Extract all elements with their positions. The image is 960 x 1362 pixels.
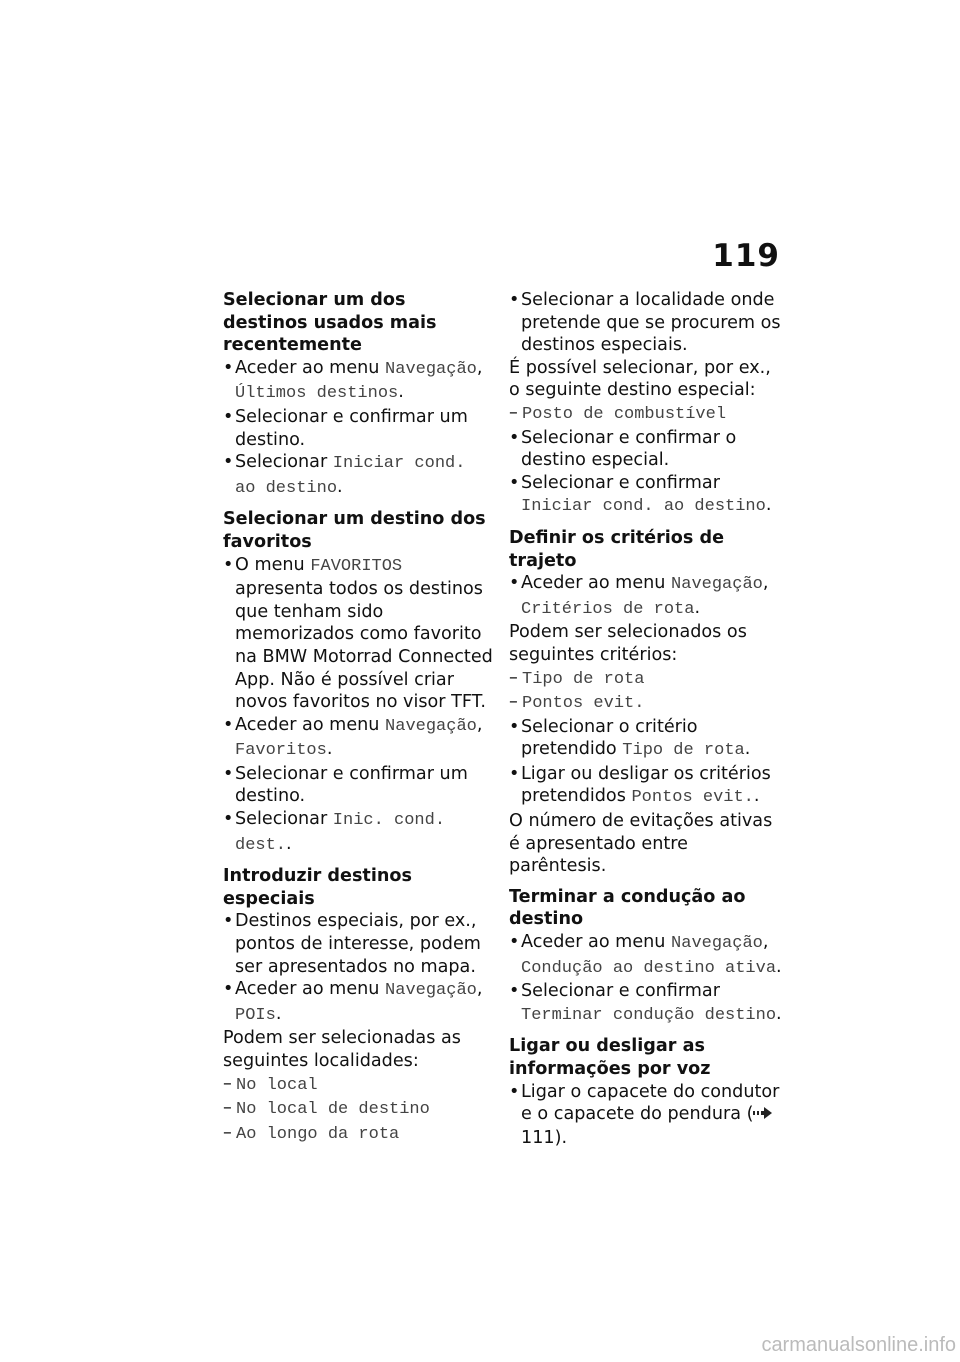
menu-path-navigation: Navegação bbox=[671, 934, 763, 954]
special-destinations-confirm-list bbox=[509, 427, 784, 519]
menu-path-favorites-upper: FAVORITOS bbox=[310, 556, 403, 576]
list-item: • Destinos especiais, por ex., pontos de interesse, podem ser apresentados no mapa. bbox=[223, 910, 493, 978]
paragraph: Podem ser selecionadas as seguintes localidades: bbox=[223, 1028, 461, 1071]
list-item: – Ao longo da rota bbox=[223, 1122, 493, 1147]
section-title-route-criteria: Definir os critérios de trajeto bbox=[509, 527, 725, 571]
favorites-list bbox=[223, 554, 493, 858]
menu-path-guidance-active: Condução ao destino ativa bbox=[521, 958, 777, 978]
list-item: • Selecionar a localidade onde pretende que se procurem os destinos especiais. bbox=[509, 289, 784, 357]
list-item: • O menu FAVORITOS apresenta todos os destinos que tenham sido memorizados como favorito na BMW Motorrad Connected App. Não é possível criar novos favoritos no visor TFT. bbox=[223, 554, 493, 714]
watermark: carmanualsonline.info bbox=[761, 1334, 956, 1356]
special-destinations-list bbox=[223, 910, 493, 1027]
menu-path-route-criteria: Critérios de rota bbox=[521, 599, 695, 619]
section-title-favorites: Selecionar um destino dos favoritos bbox=[223, 509, 486, 552]
page-reference[interactable]: 111 bbox=[521, 1127, 555, 1148]
page-reference-arrow-icon bbox=[753, 1104, 773, 1127]
paragraph: O número de evitações ativas é apresentado entre parêntesis. bbox=[509, 811, 773, 877]
list-item: • Ligar ou desligar os critérios pretendidos Pontos evit.. bbox=[509, 763, 784, 810]
section-title-special-destinations: Introduzir destinos especiais bbox=[223, 866, 412, 909]
section-title-voice-info: Ligar ou desligar as informações por voz bbox=[509, 1036, 711, 1079]
menu-path-favorites: Favoritos bbox=[235, 741, 327, 761]
criteria-options-list bbox=[509, 667, 784, 716]
special-destinations-steps bbox=[509, 289, 784, 357]
left-column bbox=[223, 289, 493, 1146]
menu-path-route-type: Tipo de rota bbox=[622, 741, 745, 761]
page-number: 119 bbox=[712, 238, 780, 274]
list-item: • Selecionar e confirmar Terminar condução destino. bbox=[509, 980, 784, 1027]
route-criteria-list bbox=[509, 572, 784, 621]
list-item: • Selecionar e confirmar Iniciar cond. ao destino. bbox=[509, 472, 784, 519]
menu-path-navigation: Navegação bbox=[385, 981, 477, 1001]
menu-path-navigation: Navegação bbox=[385, 716, 477, 736]
locality-options-list bbox=[223, 1073, 493, 1147]
menu-path-pois: POIs bbox=[235, 1005, 276, 1025]
list-item: • Selecionar o critério pretendido Tipo de rota. bbox=[509, 716, 784, 763]
list-item: – Tipo de rota bbox=[509, 667, 784, 692]
menu-path-navigation: Navegação bbox=[671, 575, 763, 595]
list-item: – No local de destino bbox=[223, 1097, 493, 1122]
end-guidance-list bbox=[509, 931, 784, 1027]
list-item: – Pontos evit. bbox=[509, 691, 784, 716]
criteria-steps-list bbox=[509, 716, 784, 810]
menu-path-end-guidance: Terminar condução destino bbox=[521, 1005, 777, 1025]
menu-path-recent-destinations: Últimos destinos bbox=[235, 384, 399, 404]
section-title-end-guidance: Terminar a condução ao destino bbox=[509, 886, 746, 930]
special-destination-example-list bbox=[509, 402, 784, 427]
list-item: • Aceder ao menu Navegação, POIs. bbox=[223, 978, 493, 1027]
section-title-recent-destinations: Selecionar um dos destinos usados mais recentemente bbox=[223, 290, 437, 356]
paragraph: É possível selecionar, por ex., o seguinte destino especial: bbox=[509, 357, 771, 401]
menu-path-start-guidance-short: Inic. cond. dest. bbox=[235, 811, 446, 855]
menu-path-start-guidance: Iniciar cond. ao destino bbox=[521, 497, 766, 517]
list-item: • Selecionar e confirmar um destino. bbox=[223, 406, 493, 451]
list-item: – Posto de combustível bbox=[509, 402, 784, 427]
list-item: • Aceder ao menu Navegação, Critérios de rota. bbox=[509, 572, 784, 621]
recent-destinations-list bbox=[223, 357, 493, 501]
list-item: • Selecionar e confirmar o destino especial. bbox=[509, 427, 784, 472]
list-item: • Ligar o capacete do condutor e o capacete do pendura ( 111). bbox=[509, 1081, 784, 1150]
paragraph: Podem ser selecionados os seguintes critérios: bbox=[509, 622, 747, 665]
list-item: • Selecionar Iniciar cond. ao destino. bbox=[223, 451, 493, 500]
right-column bbox=[509, 289, 784, 1149]
voice-info-list bbox=[509, 1081, 784, 1150]
list-item: • Selecionar Inic. cond. dest.. bbox=[223, 808, 493, 857]
list-item: • Aceder ao menu Navegação, Últimos destinos. bbox=[223, 357, 493, 406]
menu-path-avoidances: Pontos evit. bbox=[631, 788, 754, 808]
menu-path-start-guidance: Iniciar cond. ao destino bbox=[235, 454, 466, 498]
menu-path-navigation: Navegação bbox=[385, 359, 477, 379]
list-item: – No local bbox=[223, 1073, 493, 1098]
list-item: • Selecionar e confirmar um destino. bbox=[223, 763, 493, 808]
list-item: • Aceder ao menu Navegação, Condução ao destino ativa. bbox=[509, 931, 784, 980]
list-item: • Aceder ao menu Navegação, Favoritos. bbox=[223, 714, 493, 763]
